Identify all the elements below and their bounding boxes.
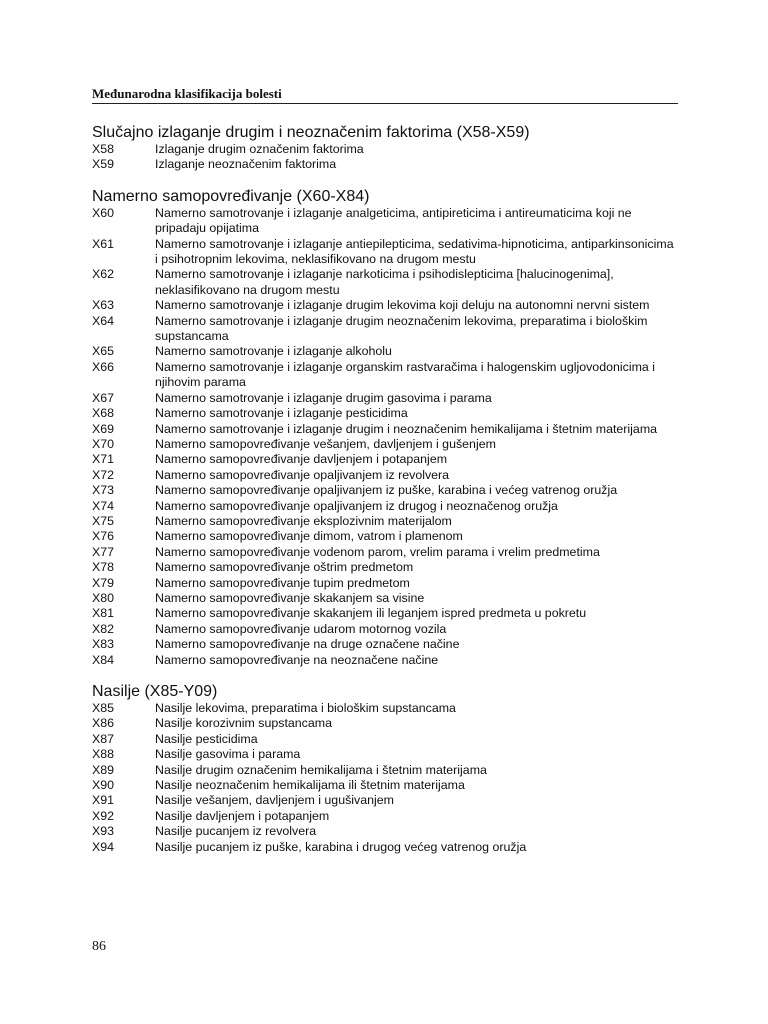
entry-description: Namerno samotrovanje i izlaganje drugim i neoznačenim hemikalijama i štetnim materijama — [155, 421, 658, 436]
page-number: 86 — [92, 939, 106, 954]
entry-code: X63 — [92, 298, 115, 313]
entry-description: Namerno samopovređivanje eksplozivnim materijalom — [155, 513, 452, 528]
entry-code: X72 — [92, 467, 115, 482]
entry-code: X60 — [92, 205, 115, 220]
section — [92, 682, 678, 855]
entry-description: Namerno samopovređivanje vodenom parom, vrelim parama i vrelim predmetima — [155, 544, 600, 559]
entry-code: X90 — [92, 778, 115, 793]
entry-description: Namerno samopovređivanje skakanjem sa visine — [155, 590, 425, 605]
entry-description: Namerno samotrovanje i izlaganje pesticidima — [155, 406, 408, 421]
entry-description: Nasilje pucanjem iz revolvera — [155, 824, 317, 839]
entry-code: X77 — [92, 544, 115, 559]
entry-code: X91 — [92, 793, 115, 808]
classification-entry — [92, 360, 678, 391]
classification-entry — [92, 529, 678, 544]
entry-code: X89 — [92, 762, 115, 777]
entry-code: X65 — [92, 344, 115, 359]
entry-description: Namerno samotrovanje i izlaganje drugim neoznačenim lekovima, preparatima i biološkim supstancama — [155, 313, 648, 344]
entry-description: Nasilje drugim označenim hemikalijama i štetnim materijama — [155, 762, 487, 777]
entry-code: X74 — [92, 498, 115, 513]
classification-entry — [92, 206, 678, 237]
entry-code: X67 — [92, 390, 115, 405]
running-header: Međunarodna klasifikacija bolesti — [92, 86, 678, 104]
entry-description: Nasilje pesticidima — [155, 731, 258, 746]
entry-code: X85 — [92, 701, 115, 715]
entry-description: Namerno samotrovanje i izlaganje drugim gasovima i parama — [155, 390, 492, 405]
entry-code: X87 — [92, 731, 115, 746]
entry-code: X71 — [92, 452, 115, 467]
entry-description: Namerno samotrovanje i izlaganje antiepilepticima, sedativima-hipnoticima, antiparkinsonicima i psihotropnim lekovima, neklasifikovano na drugom mestu — [155, 236, 674, 267]
entry-description: Nasilje neoznačenim hemikalijama ili štetnim materijama — [155, 778, 465, 793]
classification-entry — [92, 142, 678, 157]
classification-entry — [92, 545, 678, 560]
entry-description: Namerno samopovređivanje skakanjem ili leganjem ispred predmeta u pokretu — [155, 606, 587, 621]
classification-entry — [92, 653, 678, 668]
classification-entry — [92, 701, 678, 716]
entry-code: X64 — [92, 313, 115, 328]
classification-entry — [92, 422, 678, 437]
entry-code: X94 — [92, 839, 115, 854]
entry-description: Namerno samopovređivanje na neoznačene načine — [155, 652, 439, 667]
classification-entry — [92, 824, 678, 839]
classification-entry — [92, 237, 678, 268]
section-title: Nasilje (X85-Y09) — [92, 683, 218, 700]
entry-description: Namerno samotrovanje i izlaganje drugim lekovima koji deluju na autonomni nervni sistem — [155, 298, 650, 313]
entry-code: X81 — [92, 606, 115, 621]
entry-code: X59 — [92, 157, 115, 172]
entry-description: Namerno samopovređivanje davljenjem i potapanjem — [155, 452, 448, 467]
entry-code: X79 — [92, 575, 115, 590]
entry-description: Namerno samopovređivanje na druge označene načine — [155, 637, 460, 652]
entry-description: Nasilje vešanjem, davljenjem i ugušivanjem — [155, 793, 394, 808]
page-content — [92, 86, 678, 869]
entry-code: X62 — [92, 267, 115, 282]
classification-entry — [92, 344, 678, 359]
entry-code: X73 — [92, 483, 115, 498]
entry-code: X86 — [92, 716, 115, 731]
entry-code: X93 — [92, 824, 115, 839]
entry-code: X82 — [92, 621, 115, 636]
classification-entry — [92, 560, 678, 575]
entry-description: Nasilje korozivnim supstancama — [155, 716, 332, 731]
section — [92, 123, 678, 173]
classification-entry — [92, 452, 678, 467]
classification-entry — [92, 298, 678, 313]
classification-entry — [92, 591, 678, 606]
entry-code: X92 — [92, 808, 115, 823]
classification-entry — [92, 763, 678, 778]
entry-code: X88 — [92, 747, 115, 762]
entry-code: X69 — [92, 421, 115, 436]
classification-entry — [92, 406, 678, 421]
classification-entry — [92, 716, 678, 731]
classification-entry — [92, 499, 678, 514]
entry-description: Namerno samopovređivanje vešanjem, davljenjem i gušenjem — [155, 436, 496, 451]
entry-code: X58 — [92, 142, 115, 156]
entry-description: Nasilje davljenjem i potapanjem — [155, 808, 330, 823]
entry-code: X76 — [92, 529, 115, 544]
classification-entry — [92, 391, 678, 406]
entry-code: X70 — [92, 436, 115, 451]
classification-entry — [92, 840, 678, 855]
entry-code: X78 — [92, 560, 115, 575]
classification-entry — [92, 778, 678, 793]
classification-entry — [92, 483, 678, 498]
entry-code: X75 — [92, 513, 115, 528]
entry-description: Namerno samotrovanje i izlaganje alkoholu — [155, 344, 392, 359]
classification-entry — [92, 157, 678, 172]
classification-entry — [92, 747, 678, 762]
classification-entry — [92, 622, 678, 637]
entry-code: X66 — [92, 359, 115, 374]
entry-description: Namerno samotrovanje i izlaganje narkoticima i psihodislepticima [halucinogenima], neklasifikovano na drugom mestu — [155, 267, 614, 297]
entry-description: Nasilje lekovima, preparatima i biološkim supstancama — [155, 701, 456, 715]
entry-description: Nasilje gasovima i parama — [155, 747, 301, 762]
classification-entry — [92, 637, 678, 652]
entry-code: X61 — [92, 236, 115, 251]
section-title: Namerno samopovređivanje (X60-X84) — [92, 187, 370, 205]
entry-code: X68 — [92, 406, 115, 421]
entry-description: Namerno samopovređivanje opaljivanjem iz puške, karabina i većeg vatrenog oružja — [155, 483, 618, 498]
classification-entry — [92, 809, 678, 824]
entry-description: Namerno samotrovanje i izlaganje organskim rastvaračima i halogenskim ugljovodonicima i njihovim parama — [155, 359, 655, 390]
entry-description: Namerno samopovređivanje oštrim predmetom — [155, 560, 414, 575]
entry-description: Nasilje pucanjem iz puške, karabina i drugog većeg vatrenog oružja — [155, 839, 527, 854]
entry-code: X80 — [92, 590, 115, 605]
classification-entry — [92, 314, 678, 345]
entry-description: Izlaganje drugim označenim faktorima — [155, 142, 364, 156]
sections-container — [92, 123, 678, 855]
classification-entry — [92, 437, 678, 452]
entry-description: Namerno samopovređivanje udarom motornog vozila — [155, 621, 447, 636]
classification-entry — [92, 606, 678, 621]
classification-entry — [92, 732, 678, 747]
entry-code: X83 — [92, 637, 115, 652]
entry-description: Namerno samopovređivanje dimom, vatrom i plamenom — [155, 529, 463, 544]
entry-description: Namerno samotrovanje i izlaganje analgeticima, antipireticima i antireumaticima koji ne pripadaju opijatima — [155, 205, 632, 236]
entry-description: Namerno samopovređivanje opaljivanjem iz revolvera — [155, 467, 450, 482]
classification-entry — [92, 793, 678, 808]
classification-entry — [92, 514, 678, 529]
classification-entry — [92, 576, 678, 591]
entry-description: Namerno samopovređivanje opaljivanjem iz drugog i neoznačenog oružja — [155, 498, 558, 513]
classification-entry — [92, 468, 678, 483]
section — [92, 187, 678, 668]
entry-description: Namerno samopovređivanje tupim predmetom — [155, 575, 410, 590]
classification-entry — [92, 267, 678, 298]
entry-code: X84 — [92, 652, 115, 667]
entry-description: Izlaganje neoznačenim faktorima — [155, 157, 337, 172]
section-title: Slučajno izlaganje drugim i neoznačenim faktorima (X58-X59) — [92, 124, 530, 141]
